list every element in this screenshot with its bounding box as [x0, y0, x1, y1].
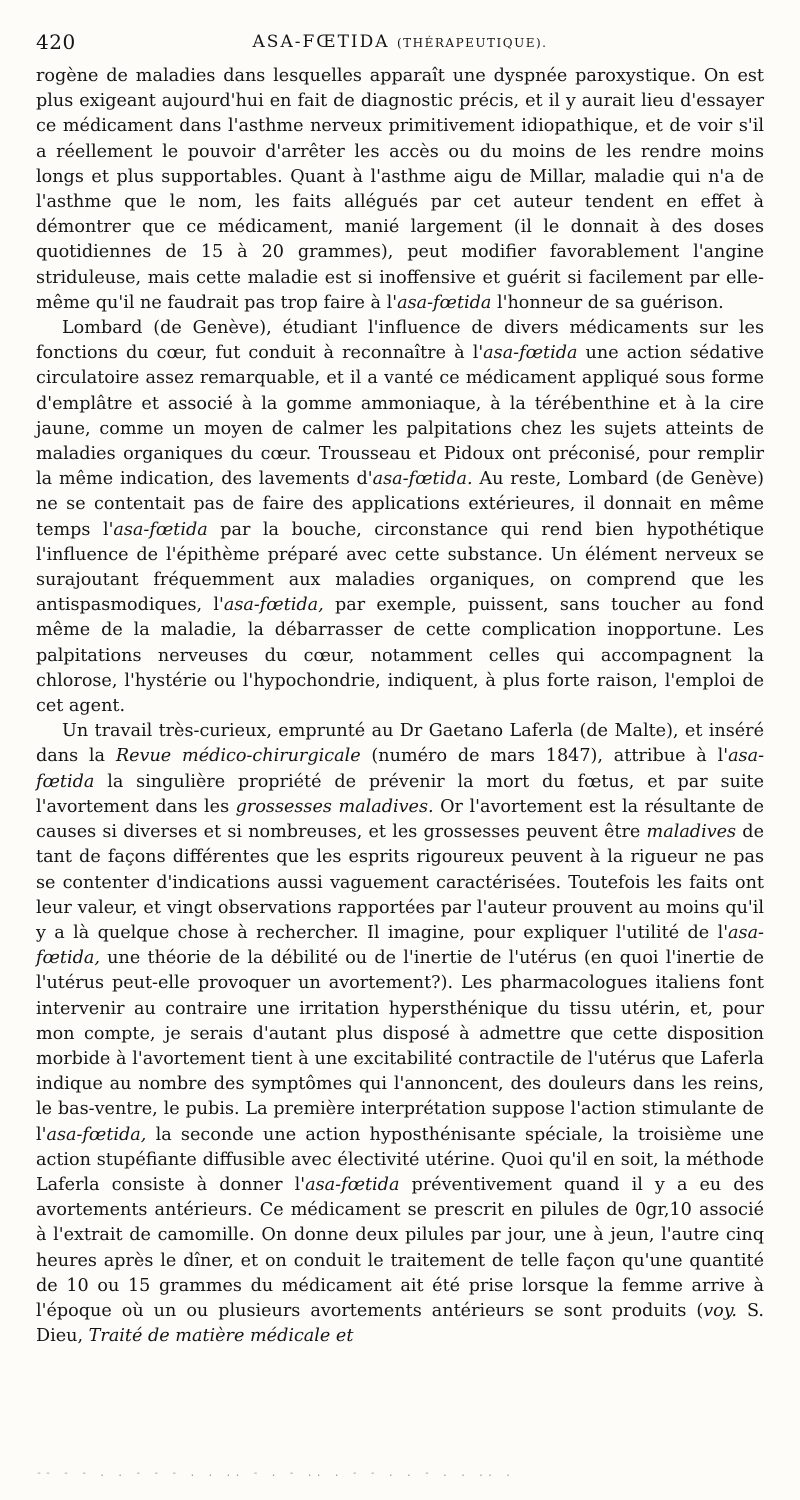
italic-text-run: Revue médico-chirurgicale: [115, 746, 361, 767]
running-title-subtitle: (THÉRAPEUTIQUE).: [396, 36, 548, 50]
footer-print-marks: -- - - . . - - - . . .. - . - .. . - - . . - . . .. .: [36, 1468, 515, 1479]
text-run: Or l'avortement est la résultante de causes si diverses et si nombreuses, et les grossesses peuvent être: [36, 796, 764, 843]
italic-text-run: grossesses maladives.: [235, 796, 434, 817]
text-run: (numéro de mars 1847), attribue à l': [360, 746, 729, 767]
page-body-text: [36, 64, 764, 1349]
italic-text-run: asa-fœtida,: [36, 922, 764, 969]
page-header: [36, 30, 764, 56]
italic-text-run: Traité de matière médicale et: [88, 1326, 354, 1347]
paragraph: [36, 719, 764, 1349]
paragraph: [36, 316, 764, 719]
italic-text-run: asa-fœtida,: [46, 1124, 147, 1145]
text-run: la singulière propriété de prévenir la mort du fœtus, et par suite l'avortement dans les: [36, 771, 764, 817]
paragraph: [36, 64, 764, 316]
italic-text-run: asa-fœtida: [113, 519, 208, 540]
page-number: 420: [36, 30, 76, 54]
text-run: l'honneur de sa guérison.: [491, 292, 724, 313]
italic-text-run: maladives: [646, 822, 737, 843]
text-run: par la bouche, circonstance qui rend bien hypothétique l'influence de l'épithème préparé avec cette substance. Un élément nerveux se surajoutant fréquemment aux maladies organiques, on comprend que les antispasmodiques, l': [36, 519, 764, 616]
italic-text-run: asa-fœtida,: [223, 595, 324, 616]
text-run: rogène de maladies dans lesquelles apparaît une dyspnée paroxystique. On est plus exigeant aujourd'hui en fait de diagnostic précis, et il y aurait lieu d'essayer ce médicament dans l'asthme nerveux primitivement idiopathique, et de voir s'il a réellement le pouvoir d'arrêter les accès ou du moins de les rendre moins longs et plus supportables. Quant à l'asthme aigu de Millar, maladie qui n'a de l'asthme que le nom, les faits allégués par cet auteur tendent en effet à démontrer que ce médicament, manié largement (il le donnait à des doses quotidiennes de 15 à 20 grammes), peut modifier favorablement l'angine striduleuse, mais cette maladie est si inoffensive et guérit si facilement par elle-même qu'il ne faudrait pas trop faire à l': [36, 66, 764, 313]
text-run: Au reste, Lombard (de Genève) ne se contentait pas de faire des applications extérieures, il donnait en même temps l': [36, 469, 764, 540]
italic-text-run: asa-fœtida: [397, 292, 492, 313]
italic-text-run: asa-fœtida.: [372, 469, 473, 490]
text-run: préventivement quand il y a eu des avortements antérieurs. Ce médicament se prescrit en pilules de 0gr,10 associé à l'extrait de camomille. On donne deux pilules par jour, une à jeun, l'autre cinq heures après le dîner, et on conduit le traitement de telle façon qu'une quantité de 10 ou 15 grammes du médicament ait été prise lorsque la femme arrive à l'époque où un ou plusieurs avortements antérieurs se sont produits (: [36, 1174, 765, 1321]
text-run: une théorie de la débilité ou de l'inertie de l'utérus (en quoi l'inertie de l'utérus peut-elle provoquer un avortement?). Les pharmacologues italiens font intervenir au contraire une irritation hypersthénique du tissu utérin, et, pour mon compte, je serais d'autant plus disposé à admettre que cette disposition morbide à l'avortement tient à une excitabilité contractile de l'utérus que Laferla indique au nombre des symptômes qui l'annoncent, des douleurs dans les reins, le bas-ventre, le pubis. La première interprétation suppose l'action stimulante de l': [36, 948, 764, 1145]
italic-text-run: asa-fœtida: [36, 746, 765, 792]
italic-text-run: voy.: [703, 1300, 737, 1321]
text-run: S. Dieu,: [36, 1300, 764, 1347]
text-run: une action sédative circulatoire assez remarquable, et il a vanté ce médicament appliqué sous forme d'emplâtre et associé à la gomme ammoniaque, à la térébenthine et à la cire jaune, comme un moyen de calmer les palpitations chez les sujets atteints de maladies organiques du cœur. Trousseau et Pidoux ont préconisé, pour remplir la même indication, des lavements d': [36, 343, 764, 490]
italic-text-run: asa-fœtida: [483, 343, 578, 364]
running-title-main: ASA-FŒTIDA: [252, 32, 390, 52]
text-run: Lombard (de Genève), étudiant l'influence de divers médicaments sur les fonctions du cœur, fut conduit à reconnaître à l': [36, 318, 764, 364]
text-run: de tant de façons différentes que les esprits rigoureux peuvent à la rigueur ne pas se contenter d'indications aussi vaguement caractérisées. Toutefois les faits ont leur valeur, et vingt observations rapportées par l'auteur prouvent au moins qu'il y a là quelque chose à rechercher. Il imagine, pour expliquer l'utilité de l': [36, 822, 764, 943]
running-title: [36, 32, 764, 52]
text-run: par exemple, puissent, sans toucher au fond même de la maladie, la débarrasser de cette complication inopportune. Les palpitations nerveuses du cœur, notamment celles qui accompagnent la chlorose, l'hystérie ou l'hypochondrie, indiquent, à plus forte raison, l'emploi de cet agent.: [36, 595, 764, 717]
text-run: Un travail très-curieux, emprunté au Dr Gaetano Laferla (de Malte), et inséré dans la: [36, 721, 764, 767]
text-run: la seconde une action hyposthénisante spéciale, la troisième une action stupéfiante diffusible avec électivité utérine. Quoi qu'il en soit, la méthode Laferla consiste à donner l': [36, 1124, 764, 1195]
italic-text-run: asa-fœtida: [305, 1174, 400, 1195]
